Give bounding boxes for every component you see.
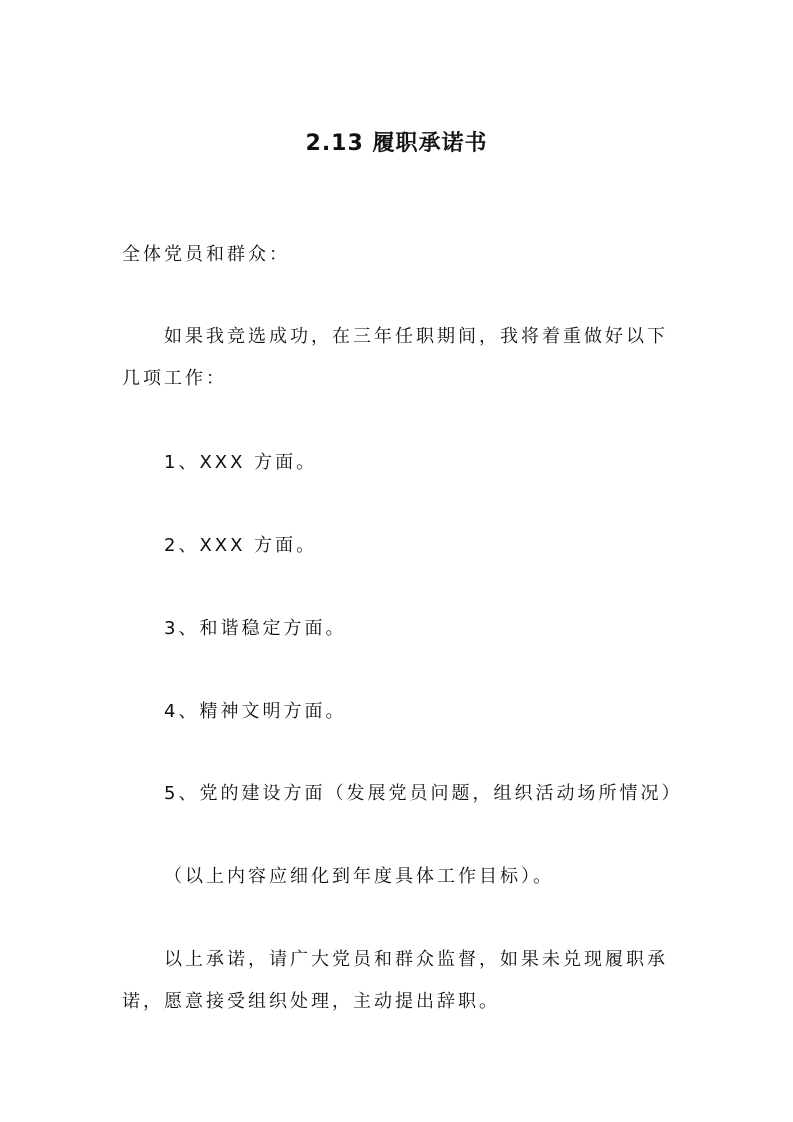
closing-line-1: 以上承诺，请广大党员和群众监督，如果未兑现履职承 (164, 949, 668, 970)
intro-paragraph (122, 316, 724, 400)
note-paragraph: （以上内容应细化到年度具体工作目标）。 (164, 866, 554, 887)
list-item-3: 3、和谐稳定方面。 (164, 618, 347, 639)
salutation: 全体党员和群众： (122, 244, 290, 265)
list-item-4: 4、精神文明方面。 (164, 701, 347, 722)
closing-line-2: 诺，愿意接受组织处理，主动提出辞职。 (122, 991, 500, 1012)
intro-line-2: 几项工作： (122, 368, 227, 389)
list-item-5: 5、党的建设方面（发展党员问题，组织活动场所情况） (164, 783, 683, 804)
list-item-1: 1、XXX 方面。 (164, 452, 318, 473)
list-item-2: 2、XXX 方面。 (164, 535, 318, 556)
intro-line-1: 如果我竞选成功，在三年任职期间，我将着重做好以下 (164, 326, 668, 347)
document-title: 2.13 履职承诺书 (305, 131, 488, 156)
closing-paragraph (122, 939, 724, 1023)
